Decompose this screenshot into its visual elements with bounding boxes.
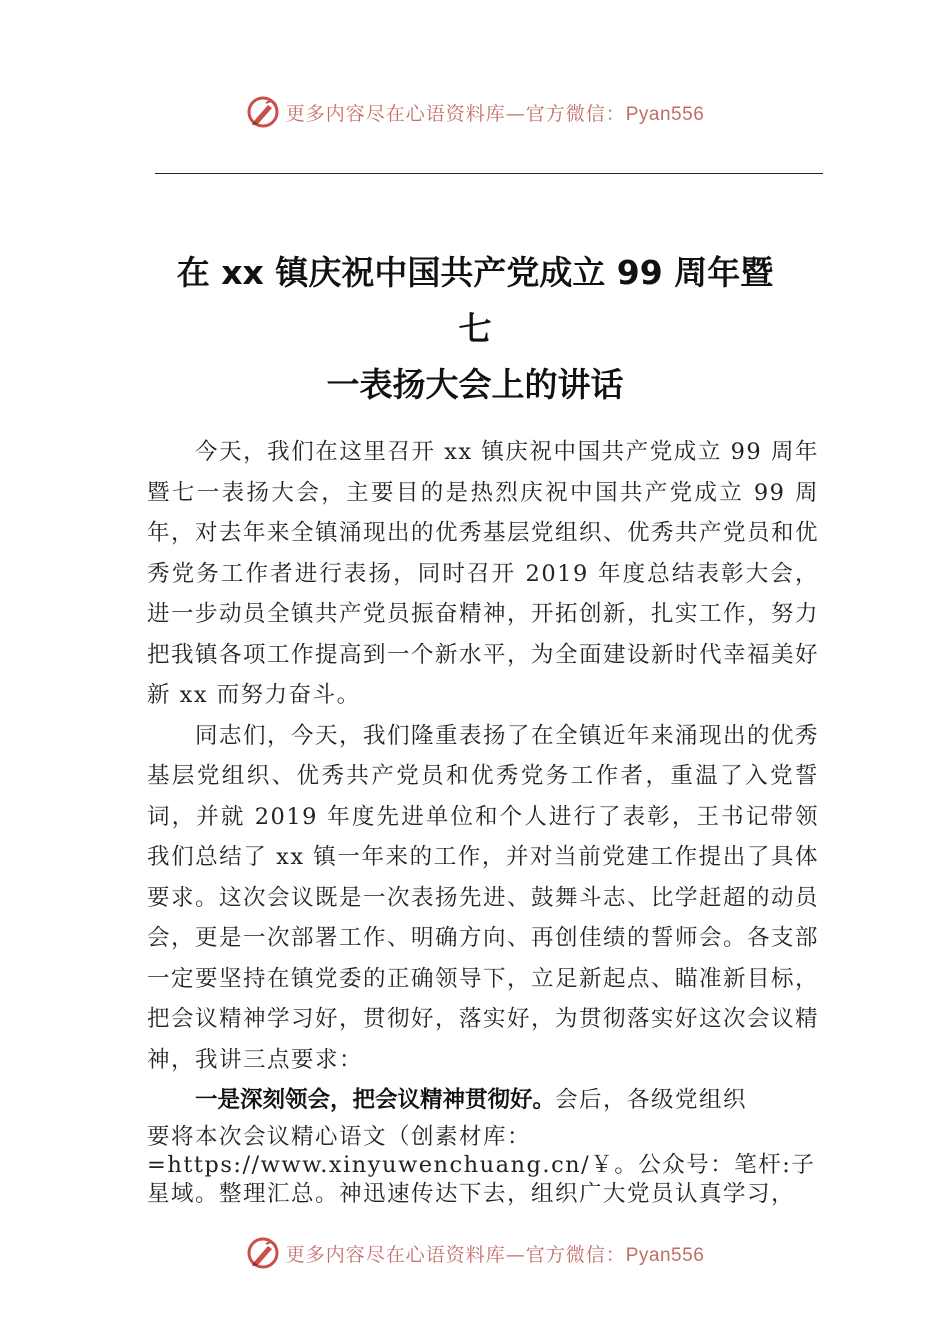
title-line-2: 七 [458, 309, 492, 348]
pen-logo-icon [246, 1236, 280, 1270]
paragraph-3-rest: 会后，各级党组织 [555, 1087, 748, 1113]
paragraph-3-lead: 一是深刻领会，把会议精神贯彻好。 [195, 1087, 556, 1113]
header-banner [0, 92, 950, 132]
header-banner-text: 更多内容尽在心语资料库—官方微信：Pyan556 [285, 102, 705, 125]
footer-banner-text: 更多内容尽在心语资料库—官方微信：Pyan556 [285, 1243, 705, 1266]
document-body [147, 432, 819, 1208]
paragraph-1: 今天，我们在这里召开 xx 镇庆祝中国共产党成立 99 周年暨七一表扬大会，主要目的是热烈庆祝中国共产党成立 99 周年，对去年来全镇涌现出的优秀基层党组织、优秀共产党员和优秀党务工作者进行表扬，同时召开 2019 年度总结表彰大会，进一步动员全镇共产党员振奋精神，开拓创新，扎实工作，努力把我镇各项工作提高到一个新水平，为全面建设新时代幸福美好新 xx 而努力奋斗。 [147, 439, 820, 708]
document-title [100, 245, 850, 413]
paragraph-3 [147, 1080, 819, 1121]
paragraph-2: 同志们，今天，我们隆重表扬了在全镇近年来涌现出的优秀基层党组织、优秀共产党员和优秀党务工作者，重温了入党誓词，并就 2019 年度先进单位和个人进行了表彰，王书记带领我们总结了 xx 镇一年来的工作，并对当前党建工作提出了具体要求。这次会议既是一次表扬先进、鼓舞斗志、比学赶超的动员会，更是一次部署工作、明确方向、再创佳绩的誓师会。各支部一定要坚持在镇党委的正确领导下，立足新起点、瞄准新目标，把会议精神学习好，贯彻好，落实好，为贯彻落实好这次会议精神，我讲三点要求： [147, 722, 820, 1073]
pen-logo-icon [246, 95, 280, 129]
title-line-1: 在 xx 镇庆祝中国共产党成立 99 周年暨 [176, 253, 774, 292]
title-line-3: 一表扬大会上的讲话 [326, 365, 624, 404]
footer-banner [0, 1233, 950, 1273]
footer-wechat-id: Pyan556 [625, 1244, 705, 1266]
header-wechat-id: Pyan556 [625, 103, 705, 125]
header-divider [155, 173, 823, 174]
paragraph-3-tail: 要将本次会议精心语文（创素材库：=https://www.xinyuwenchuang.cn/￥。公众号：笔杆:子星域。整理汇总。神迅速传达下去，组织广大党员认真学习， [147, 1123, 816, 1207]
